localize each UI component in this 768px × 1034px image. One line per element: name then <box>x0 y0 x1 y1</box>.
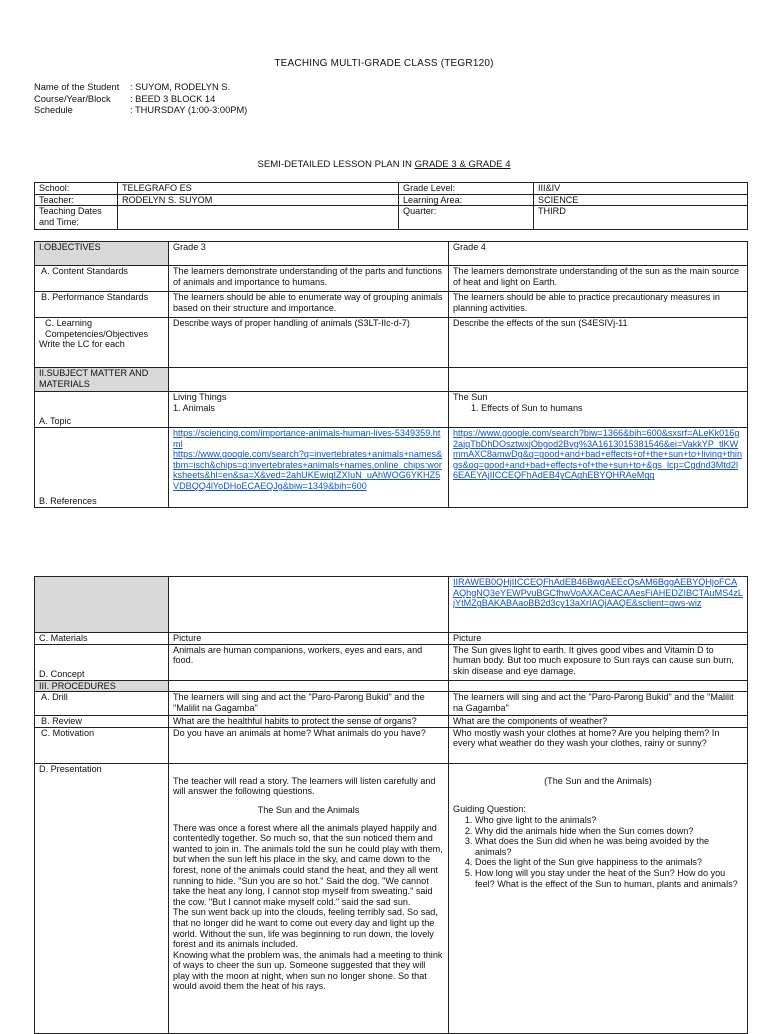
reference-link[interactable]: https://sciencing.com/importance-animals-human-lives-5349359.html <box>173 428 441 449</box>
presentation-grade4 <box>449 763 748 1033</box>
presentation-grade4-title: (The Sun and the Animals) <box>544 775 652 786</box>
learning-competencies-label <box>35 318 169 368</box>
lc-label-line1: C. Learning Competencies/Objectives <box>45 318 149 339</box>
story-paragraph: There was once a forest where all the animals played happily and contentedly together. So much so, that the sun noticed them and wanted to join in. The animals told the sun he could play with them, but when the sun left his place in the sky, and came down to the forest, none of the animals could stand the heat, and they all went running to hide. "Sun you are so hot." Said the dog. "We cannot take the heat any long, I cannot stop myself from sweating." said the cow. "But I cannot make myself cold." said the sad sun. <box>173 822 443 907</box>
concept-grade4: The Sun gives light to earth. It gives good vibes and Vitamin D to human body. But too much exposure to Sun rays can cause sun burn, skin disease and eye damage. <box>449 644 748 680</box>
grade-level-value: III&IV <box>534 183 748 195</box>
learning-competencies-grade4: Describe the effects of the sun (S4ESIVj-11 <box>449 318 748 368</box>
topic-grade4 <box>449 392 748 428</box>
lc-label-line2: Write the LC for each <box>39 339 125 350</box>
guiding-question: 1. Who give light to the animals? <box>475 815 743 826</box>
drill-grade3: The learners will sing and act the "Paro-Parong Bukid" and the "Malilit na Gagamba" <box>169 692 449 716</box>
presentation-grade3 <box>169 763 449 1033</box>
grade4-heading: Grade 4 <box>449 242 748 266</box>
school-label: School: <box>35 183 118 195</box>
teaching-dates-label: Teaching Dates and Time: <box>35 206 118 230</box>
story-paragraph: The sun went back up into the clouds, feeling terribly sad. So sad, that no longer did he want to come out every day and light up the world. Without the sun, life was beginning to run down, the lovely forest and its animals included. <box>173 907 438 950</box>
concept-label: D. Concept <box>35 644 169 680</box>
guiding-question: 5. How long will you stay under the heat of the Sun? How do you feel? What is the effect of the Sun to human, plants and animals? <box>475 868 743 889</box>
course-value: : BEED 3 BLOCK 14 <box>130 93 216 104</box>
course-label: Course/Year/Block <box>34 93 111 104</box>
topic-label: A. Topic <box>35 392 169 428</box>
objectives-heading: I.OBJECTIVES <box>35 242 169 266</box>
content-standards-label: A. Content Standards <box>35 266 169 292</box>
subtitle-grades: GRADE 3 & GRADE 4 <box>414 159 511 170</box>
schedule-label: Schedule <box>34 105 73 115</box>
subject-matter-grade3 <box>169 368 449 392</box>
guiding-question: 4. Does the light of the Sun give happiness to the animals? <box>475 857 743 868</box>
guiding-questions-list <box>453 815 743 889</box>
lesson-plan-table-page1 <box>34 241 748 508</box>
quarter-value: THIRD <box>534 206 748 230</box>
teacher-label: Teacher: <box>35 194 118 206</box>
learning-area-label: Learning Area: <box>399 194 534 206</box>
lesson-plan-table-page2 <box>34 576 748 1034</box>
drill-label: A. Drill <box>35 692 169 716</box>
concept-grade3: Animals are human companions, workers, eyes and ears, and food. <box>169 644 449 680</box>
teaching-dates-value <box>118 206 399 230</box>
school-info-table <box>34 182 748 230</box>
content-standards-grade3: The learners demonstrate understanding of the parts and functions of animals and importance to humans. <box>169 266 449 292</box>
grade3-heading: Grade 3 <box>169 242 449 266</box>
reference-link[interactable]: IIRAWEB0QHjIICCEQFhAdEB46BwgAEEcQsAM6BggAEBYQHjoFCAAQhgNQ3eYEWPvuBGCfhwVoAXACeACAAesFiAHEDZIBCTAuMS4zLjYtMZgBAKABAaoBB2d3cy13aXrIAQjAAQE&sclient=gws-wiz <box>453 577 743 609</box>
review-grade3: What are the healthful habits to protect the sense of organs? <box>169 716 449 728</box>
references-grade3 <box>169 428 449 508</box>
motivation-grade4: Who mostly wash your clothes at home? Are you helping them? In every what weather do they wash your clothes, rainy or sunny? <box>449 727 748 763</box>
document-title: TEACHING MULTI-GRADE CLASS (TEGR120) <box>274 58 494 69</box>
school-value: TELEGRAFO ES <box>118 183 399 195</box>
guiding-question-label: Guiding Question: <box>453 804 526 815</box>
references-label: B. References <box>35 428 169 508</box>
reference-link[interactable]: https://www.google.com/search?biw=1366&bih=600&sxsrf=ALeKk016g2ajqTbDhDOsztwxjObgod2Bvg%3A1613015381546&ei=VakkYP_tlKWmmAXC8amwDg&q=good+and+bad+effects+of+the+sun+to+living+things&oq=good+and+bad+effects+of+the+sun+to+&gs_lcp=Cgdnd3Mtd2l6EAEYAjIICCEQFhAdEB4yCAghEBYQHRAeMgg <box>453 428 743 481</box>
procedures-grade4 <box>449 680 748 692</box>
procedures-heading: III. PROCEDURES <box>35 680 169 692</box>
presentation-label: D. Presentation <box>35 763 169 1033</box>
presentation-intro: The teacher will read a story. The learners will listen carefully and will answer the following questions. <box>173 775 436 797</box>
subject-matter-heading: II.SUBJECT MATTER AND MATERIALS <box>35 368 169 392</box>
guiding-question: 3. What does the Sun did when he was being avoided by the animals? <box>475 836 743 857</box>
procedures-grade3 <box>169 680 449 692</box>
drill-grade4: The learners will sing and act the "Paro-Parong Bukid" and the "Malilit na Gagamba" <box>449 692 748 716</box>
subject-matter-grade4 <box>449 368 748 392</box>
materials-label: C. Materials <box>35 633 169 645</box>
teacher-value: RODELYN S. SUYOM <box>118 194 399 206</box>
references-grade4 <box>449 428 748 508</box>
references-continued-grade4 <box>449 577 748 633</box>
topic-grade3 <box>169 392 449 428</box>
guiding-question: 2. Why did the animals hide when the Sun comes down? <box>475 826 743 837</box>
references-continued-grade3 <box>169 577 449 633</box>
reference-link[interactable]: https://www.google.com/search?q=invertebrates+animals+names&tbm=isch&chips=q:invertebrates+animals+names,online_chips:worksheets&hl=en&sa=X&ved=2ahUKEwigIZXIuN_uAhWOG6YKHZ5VDBQQ4lYoDHoECAEQJg&biw=1349&bih=600 <box>173 449 443 491</box>
learning-competencies-grade3: Describe ways of proper handling of animals (S3LT-IIc-d-7) <box>169 318 449 368</box>
topic-grade3-line2: 1. Animals <box>173 402 215 413</box>
topic-grade4-line1: The Sun <box>453 392 488 402</box>
story-title: The Sun and the Animals <box>257 804 360 815</box>
review-grade4: What are the components of weather? <box>449 716 748 728</box>
grade-level-label: Grade Level: <box>399 183 534 195</box>
performance-standards-label: B. Performance Standards <box>35 292 169 318</box>
subtitle-prefix: SEMI-DETAILED LESSON PLAN IN <box>257 159 415 170</box>
student-name-value: : SUYOM, RODELYN S. <box>130 82 231 92</box>
materials-grade4: Picture <box>449 633 748 645</box>
references-continued-label <box>35 577 169 633</box>
performance-standards-grade3: The learners should be able to enumerate way of grouping animals based on their structure and importance. <box>169 292 449 318</box>
topic-grade3-line1: Living Things <box>173 392 227 402</box>
motivation-grade3: Do you have an animals at home? What animals do you have? <box>169 727 449 763</box>
story-paragraph: Knowing what the problem was, the animals had a meeting to think of ways to cheer the sun up. Someone suggested that they will play with the moon at night, when sun no longer shone. So that would avoid them the heat of his rays. <box>173 949 443 992</box>
topic-grade4-line2: 1. Effects of Sun to humans <box>471 402 583 413</box>
lesson-plan-subtitle <box>0 159 768 170</box>
performance-standards-grade4: The learners should be able to practice precautionary measures in planning activities. <box>449 292 748 318</box>
motivation-label: C. Motivation <box>35 727 169 763</box>
student-name-label: Name of the Student <box>34 82 120 92</box>
student-info <box>34 82 247 117</box>
quarter-label: Quarter: <box>399 206 534 230</box>
content-standards-grade4: The learners demonstrate understanding of the sun as the main source of heat and light on Earth. <box>449 266 748 292</box>
learning-area-value: SCIENCE <box>534 194 748 206</box>
materials-grade3: Picture <box>169 633 449 645</box>
schedule-value: : THURSDAY (1:00-3:00PM) <box>130 105 248 115</box>
review-label: B. Review <box>35 716 169 728</box>
